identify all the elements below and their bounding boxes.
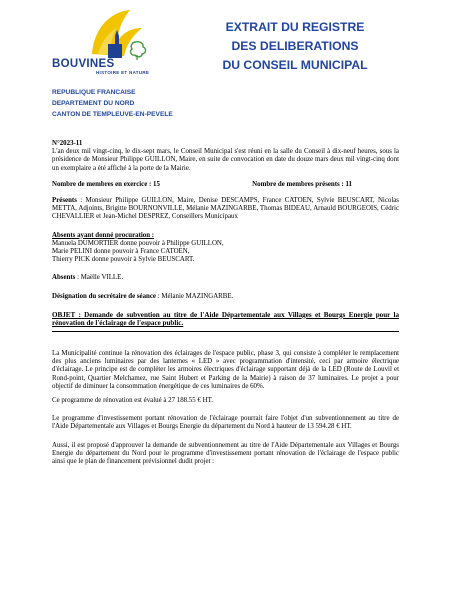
admin-line-departement: DEPARTEMENT DU NORD (52, 100, 135, 107)
members-in-office: Nombre de membres en exercice : 15 (52, 180, 160, 188)
secretary-text: : Mélanie MAZINGARBE. (155, 292, 234, 300)
presents-text: : Monsieur Philippe GUILLON, Maire, Denise DESCAMPS, France CATOEN, Sylvie BEUSCART, Nicolas METTA, Adjoints, Brigitte BOURNONVILLE, Mélanie MAZINGARBE, Thomas BIDEAU, Arnauld BOURGEOIS, Cédric CHEVALLIER et Jean-Michel DESPREZ, Conseillers Municipaux (52, 197, 399, 221)
deliberation-number: N°2023-11 (52, 140, 83, 147)
proxy-absents-title: Absents ayant donné procuration : (52, 231, 155, 239)
objet-heading: OBJET : Demande de subvention au titre de l'Aide Départementale aux Villages et Bourgs Energie pour la rénovation de l'éclairage de l'espace public. (52, 310, 399, 328)
title-line: EXTRAIT DU REGISTRE (225, 20, 365, 34)
proxy-line: Manuela DUMORTIER donne pouvoir à Philippe GUILLON, (52, 239, 224, 247)
admin-line-republique: REPUBLIQUE FRANCAISE (52, 89, 136, 96)
absents-paragraph (52, 274, 399, 282)
admin-line-canton: CANTON DE TEMPLEUVE-EN-PEVELE (52, 111, 173, 118)
absents-title: Absents (52, 274, 76, 282)
bouvines-logo (52, 6, 152, 84)
paragraph-cost: Ce programme de rénovation est évalué à 27 188.55 € HT. (52, 397, 213, 405)
intro-paragraph: L'an deux mil vingt-cinq, le dix-sept mars, le Conseil Municipal s'est réuni en la salle du Conseil à dix-neuf heures, sous la présidence de Monsieur Philippe GUILLON, Maire, en suite de convocation en date du douze mars deux mil vingt-cinq dont un exemplaire a été affiché à la porte de la Mairie. (52, 148, 399, 172)
title-line: DU CONSEIL MUNICIPAL (222, 58, 368, 72)
proxy-line: Thierry PICK donne pouvoir à Sylvie BEUSCART. (52, 256, 195, 264)
deliberation-body (52, 140, 399, 466)
objet-divider (52, 331, 399, 332)
proxy-line: Marie PELINI donne pouvoir à France CATOEN, (52, 248, 190, 256)
administrative-header (52, 87, 173, 120)
title-line: DES DELIBERATIONS (231, 39, 359, 53)
members-present: Nombre de membres présents : 11 (252, 180, 352, 188)
paragraph-renovation: La Municipalité continue la rénovation des éclairages de l'espace public, phase 3, qui consiste à compléter le remplacement des plus anciens luminaires par des lanternes « LED » avec programmation d'intensité, ceci par armoire électrique d'éclairage. Le principe est de compléter les armoires électriques d'éclairage supportant déjà de la LED (Route de Louvil et Rond-point, Quartier Melchamez, rue Saint Hubert et Parking de la Mairie) à raison de 37 luminaires. Le projet a pour objectif de diminuer la consommation énergétique de ces luminaires de 60%. (52, 350, 399, 390)
presents-paragraph (52, 197, 399, 222)
presents-title: Présents (52, 197, 77, 205)
secretary-title: Désignation du secrétaire de séance (52, 292, 156, 300)
logo-tagline: HISTOIRE ET NATURE (96, 70, 150, 75)
absents-text: : Maëlle VILLE. (75, 274, 124, 282)
member-counts (52, 181, 399, 189)
logo-name: BOUVINES (52, 58, 115, 70)
paragraph-subsidy: Le programme d'investissement portant rénovation de l'éclairage pourrait faire l'objet d'un subventionnement au titre de l'Aide Départementale aux Villages et Bourgs Energie du département du Nord à hauteur de 13 594.28 € HT. (52, 415, 399, 431)
document-title (180, 18, 410, 75)
secretary-paragraph (52, 293, 399, 301)
paragraph-proposal: Aussi, il est proposé d'approuver la demande de subventionnement au titre de l'Aide Départementale aux Villages et Bourgs Energie du département du Nord pour le programme d'investissement portant rénovation de l'éclairage de l'espace public ainsi que le plan de financement prévisionnel dudit projet : (52, 441, 399, 466)
